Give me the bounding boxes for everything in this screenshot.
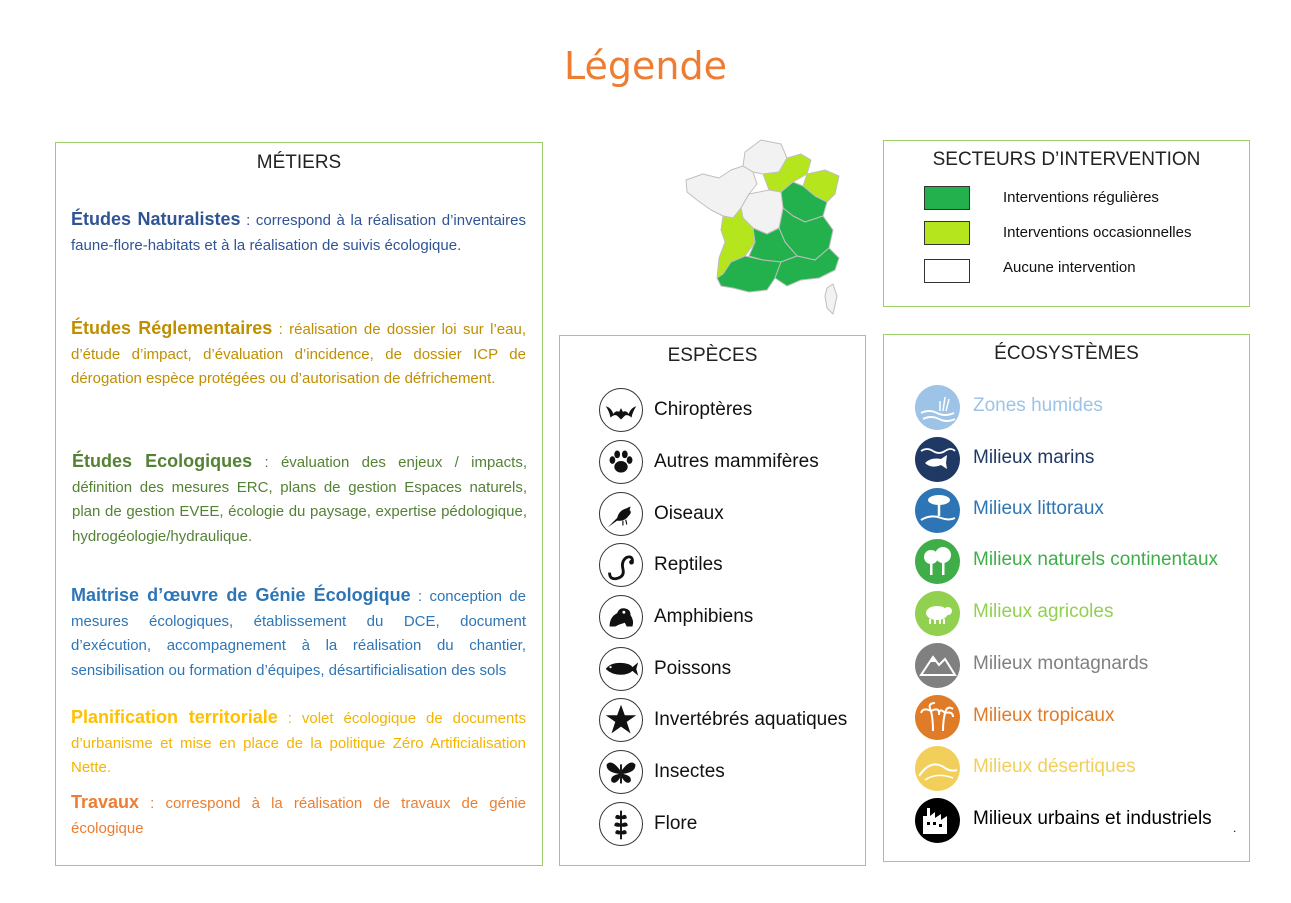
metier-sep: : [252,454,281,471]
secteurs-heading: SECTEURS D’INTERVENTION [932,149,1201,170]
metier-title: Planification territoriale [71,707,278,727]
metier-title: Maitrise d’œuvre de Génie Écologique [71,585,411,605]
fish-icon [599,647,643,691]
especes-panel [559,335,866,866]
eco-label: Milieux tropicaux [973,705,1115,726]
metier-travaux [71,790,526,841]
eco-label: Milieux désertiques [973,756,1136,777]
eco-label: Zones humides [973,395,1103,416]
eco-label: Milieux agricoles [973,601,1114,622]
metiers-heading: MÉTIERS [256,152,342,173]
espece-label: Amphibiens [654,606,754,627]
espece-label: Flore [654,813,698,834]
metier-maitrise-oeuvre [71,583,526,695]
butterfly-icon [599,750,643,794]
ecosystemes-panel [883,334,1250,862]
espece-label: Insectes [654,761,725,782]
metier-sep: : [240,212,256,229]
metier-title: Études Réglementaires [71,318,273,338]
snake-icon [599,543,643,587]
bat-icon [599,388,643,432]
bird-icon [599,492,643,536]
fish-waves-icon [915,437,960,482]
espece-label: Chiroptères [654,399,753,420]
metier-title: Études Ecologiques [72,451,253,471]
sect-label: Aucune intervention [1003,259,1136,276]
metier-sep: : [410,588,430,605]
metier-title: Travaux [71,792,140,812]
starfish-icon [599,698,643,742]
metier-planification [71,705,526,781]
trailing-dot: . [1233,821,1237,835]
metier-text: correspond à la réalisation d’inventaires faune-flore-habitats et à la réalisation de suivis écologique. [71,212,526,254]
metier-title: Études Naturalistes [71,209,241,229]
green-swatch [924,186,970,210]
metier-text: correspond à la réalisation de travaux de génie écologique [71,795,526,837]
metier-etudes-naturalistes [71,207,526,258]
metier-etudes-reglementaires [71,316,526,392]
espece-label: Autres mammifères [654,451,819,472]
paw-icon [599,440,643,484]
metier-text: volet écologique de documents d’urbanisme et mise en place de la politique Zéro Artificialisation Nette. [71,710,526,776]
factory-icon [915,798,960,843]
eco-label: Milieux urbains et industriels [973,808,1212,829]
secteurs-panel [883,140,1250,307]
sheep-icon [915,591,960,636]
france-map [683,138,843,320]
frog-icon [599,595,643,639]
espece-label: Poissons [654,658,732,679]
metier-sep: : [277,710,302,727]
sect-label: Interventions régulières [1003,189,1159,206]
espece-label: Oiseaux [654,503,724,524]
eco-label: Milieux marins [973,447,1095,468]
eco-label: Milieux naturels continentaux [973,549,1219,570]
eco-label: Milieux montagnards [973,653,1149,674]
metiers-panel [55,142,543,866]
mountain-icon [915,643,960,688]
metier-text: réalisation de dossier loi sur l’eau, d’étude d’impact, d’évaluation d’incidence, de dossier ICP de dérogation espèce protégées ou d’autorisation de défrichement. [71,321,527,387]
espece-label: Invertébrés aquatiques [654,709,848,730]
metier-text: évaluation des enjeux / impacts, définition des mesures ERC, plans de gestion Espaces naturels, plan de gestion EVEE, écologie du paysage, expertise pédologique, hydrogéologie/hydraulique. [72,454,527,545]
ecosystemes-heading: ÉCOSYSTÈMES [994,343,1139,364]
plant-icon [599,802,643,846]
especes-heading: ESPÈCES [667,345,758,366]
white-swatch [924,259,970,283]
metier-sep: : [139,795,166,812]
page-title: Légende [564,44,727,88]
trees-icon [915,539,960,584]
metier-sep: : [272,321,290,338]
sect-label: Interventions occasionnelles [1003,224,1192,241]
pine-coast-icon [915,488,960,533]
metier-text: conception de mesures écologiques, établissement du DCE, document d’exécution, accompagnement à la réalisation du chantier, sensibilisation ou formation d’équipes, désartificialisation des sols [71,588,526,679]
espece-label: Reptiles [654,554,723,575]
wetland-icon [915,385,960,430]
metier-etudes-ecologiques [72,449,527,549]
eco-label: Milieux littoraux [973,498,1104,519]
palm-icon [915,695,960,740]
lightgreen-swatch [924,221,970,245]
dune-icon [915,746,960,791]
